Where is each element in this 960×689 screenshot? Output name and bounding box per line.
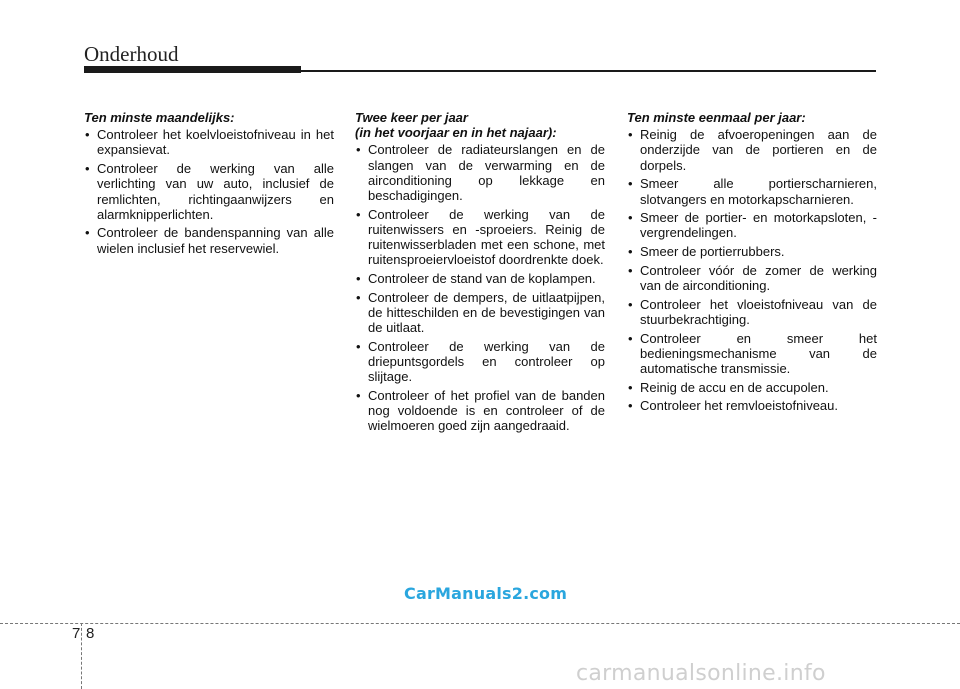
checklist-item: • Controleer het remvloeistofniveau. bbox=[627, 398, 877, 413]
page-number: 8 bbox=[86, 625, 95, 642]
column-heading bbox=[84, 110, 334, 125]
checklist bbox=[84, 127, 334, 256]
site-watermark: carmanualsonline.info bbox=[576, 661, 826, 686]
checklist-item: • Controleer de werking van de driepuntsgordels en controleer op slijtage. bbox=[355, 339, 605, 385]
checklist bbox=[355, 142, 605, 433]
footer-vertical-divider bbox=[81, 623, 82, 689]
column-heading bbox=[627, 110, 877, 125]
chapter-number: 7 bbox=[72, 625, 81, 642]
column-heading-line: Ten minste eenmaal per jaar: bbox=[627, 110, 806, 125]
checklist-item: • Controleer het koelvloeistofniveau in het expansievat. bbox=[84, 127, 334, 157]
header-rule-thin bbox=[301, 70, 876, 72]
checklist-item: • Controleer vóór de zomer de werking van de airconditioning. bbox=[627, 263, 877, 293]
header-rule-thick bbox=[84, 66, 301, 73]
checklist-item: • Controleer de werking van de ruitenwissers en -sproeiers. Reinig de ruitenwisserbladen met een schone, met ruitensproeiervloeistof doordrenkte doek. bbox=[355, 207, 605, 268]
column-monthly bbox=[84, 110, 334, 259]
checklist-item: • Reinig de afvoeropeningen aan de onderzijde van de portieren en de dorpels. bbox=[627, 127, 877, 173]
checklist-item: • Reinig de accu en de accupolen. bbox=[627, 380, 877, 395]
checklist-item: • Controleer of het profiel van de banden nog voldoende is en controleer of de wielmoeren goed zijn aangedraaid. bbox=[355, 388, 605, 434]
checklist-item: • Controleer de bandenspanning van alle wielen inclusief het reservewiel. bbox=[84, 225, 334, 255]
column-heading-line: Twee keer per jaar bbox=[355, 110, 468, 125]
checklist bbox=[627, 127, 877, 413]
column-heading-line: Ten minste maandelijks: bbox=[84, 110, 235, 125]
footer-divider bbox=[0, 623, 960, 624]
checklist-item: • Smeer de portier- en motorkapsloten, -vergrendelingen. bbox=[627, 210, 877, 240]
watermark-link[interactable]: CarManuals2.com bbox=[404, 584, 568, 603]
checklist-item: • Controleer de dempers, de uitlaatpijpen, de hitteschilden en de bevestigingen van de uitlaat. bbox=[355, 290, 605, 336]
column-heading bbox=[355, 110, 605, 140]
column-yearly bbox=[627, 110, 877, 417]
checklist-item: • Controleer en smeer het bedieningsmechanisme van de automatische transmissie. bbox=[627, 331, 877, 377]
column-heading-line: (in het voorjaar en in het najaar): bbox=[355, 125, 557, 141]
checklist-item: • Controleer de werking van alle verlichting van uw auto, inclusief de remlichten, richtingaanwijzers en alarmknipperlichten. bbox=[84, 161, 334, 222]
checklist-item: • Controleer de stand van de koplampen. bbox=[355, 271, 605, 286]
page-header-title: Onderhoud bbox=[84, 42, 179, 66]
checklist-item: • Controleer het vloeistofniveau van de stuurbekrachtiging. bbox=[627, 297, 877, 327]
checklist-item: • Controleer de radiateurslangen en de slangen van de verwarming en de airconditioning op lekkage en beschadigingen. bbox=[355, 142, 605, 203]
column-twice-yearly bbox=[355, 110, 605, 437]
checklist-item: • Smeer alle portierscharnieren, slotvangers en motorkapscharnieren. bbox=[627, 176, 877, 206]
checklist-item: • Smeer de portierrubbers. bbox=[627, 244, 877, 259]
